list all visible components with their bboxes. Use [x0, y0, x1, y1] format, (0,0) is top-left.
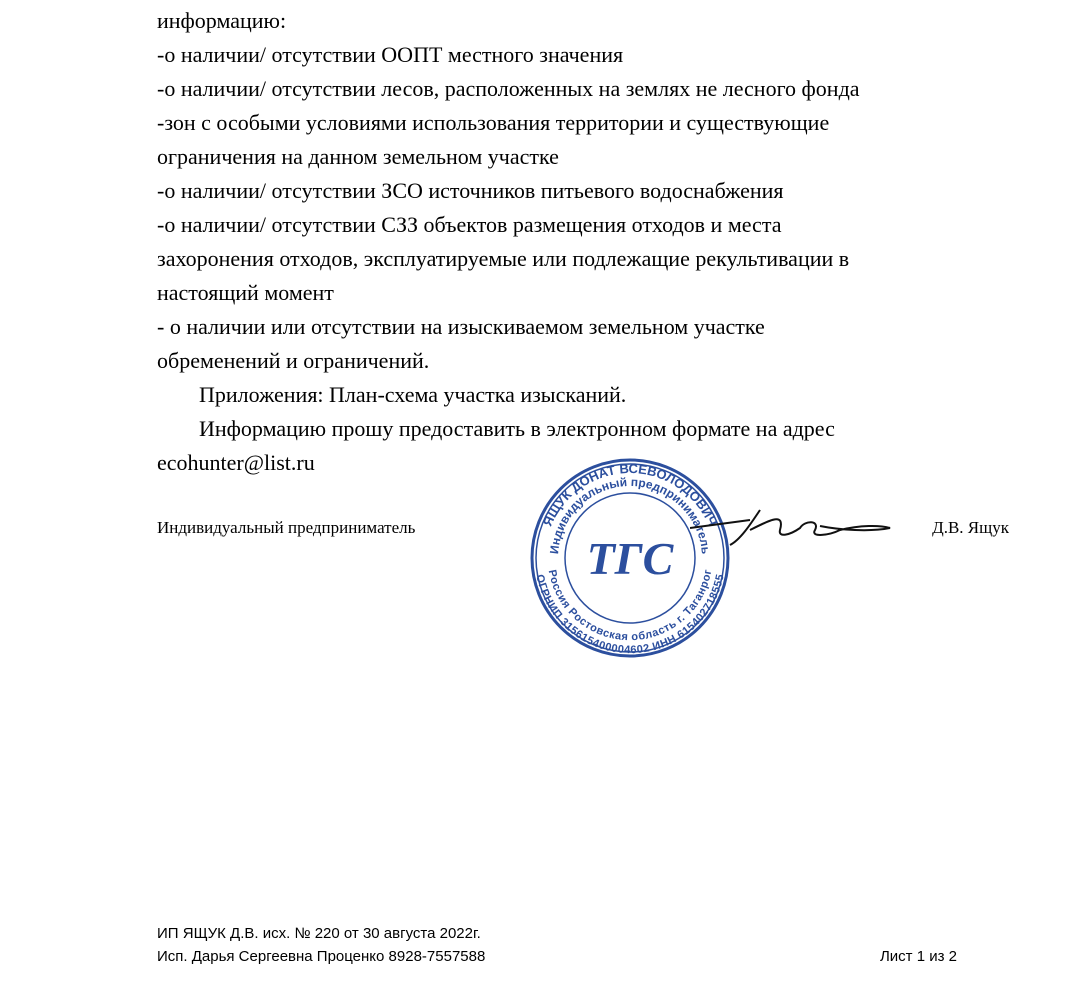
signer-name: Д.В. Ящук: [932, 518, 1009, 537]
stamp-owner-text: ЯЩУК ДОНАТ ВСЕВОЛОДОВИЧ: [539, 460, 721, 529]
body-line: -зон с особыми условиями использования территории и существующие: [157, 110, 830, 135]
body-line: ограничения на данном земельном участке: [157, 144, 559, 169]
body-line: информацию:: [157, 8, 287, 33]
body-line: захоронения отходов, эксплуатируемые или подлежащие рекультивации в: [157, 246, 850, 271]
stamp-logo-text: ТГС: [586, 533, 674, 584]
handwritten-signature: [690, 490, 900, 550]
body-line: - о наличии или отсутствии на изыскиваемом земельном участке: [157, 314, 765, 339]
stamp-title-text: Индивидуальный предприниматель: [547, 474, 713, 555]
body-line: -о наличии/ отсутствии СЗЗ объектов размещения отходов и места: [157, 212, 782, 237]
body-line: -о наличии/ отсутствии ЗСО источников питьевого водоснабжения: [157, 178, 784, 203]
body-line: -о наличии/ отсутствии лесов, расположенных на землях не лесного фонда: [157, 76, 860, 101]
stamp-location-text: Россия Ростовская область г. Таганрог: [545, 568, 715, 644]
body-line: -о наличии/ отсутствии ООПТ местного значения: [157, 42, 624, 67]
outgoing-reference: ИП ЯЩУК Д.В. исх. № 220 от 30 августа 2022г.: [157, 925, 481, 942]
document-footer: [157, 922, 957, 968]
body-line: настоящий момент: [157, 280, 334, 305]
signer-position: Индивидуальный предприниматель: [157, 518, 416, 537]
company-stamp: [520, 440, 740, 670]
email-address: ecohunter@list.ru: [157, 450, 315, 475]
svg-text:ОГРНИП 315615400004602 ИНН 615: [533, 573, 726, 656]
stamp-registration-text: ОГРНИП 315615400004602 ИНН 615402718555: [533, 573, 727, 657]
page-number: Лист 1 из 2: [879, 948, 957, 965]
request-line: Информацию прошу предоставить в электронном формате на адрес: [199, 416, 835, 441]
attachments-line: Приложения: План-схема участка изысканий.: [199, 382, 627, 407]
executor-contact: Исп. Дарья Сергеевна Проценко 8928-7557588: [157, 948, 486, 965]
body-line: обременений и ограничений.: [157, 348, 430, 373]
letter-body: [157, 4, 1037, 480]
